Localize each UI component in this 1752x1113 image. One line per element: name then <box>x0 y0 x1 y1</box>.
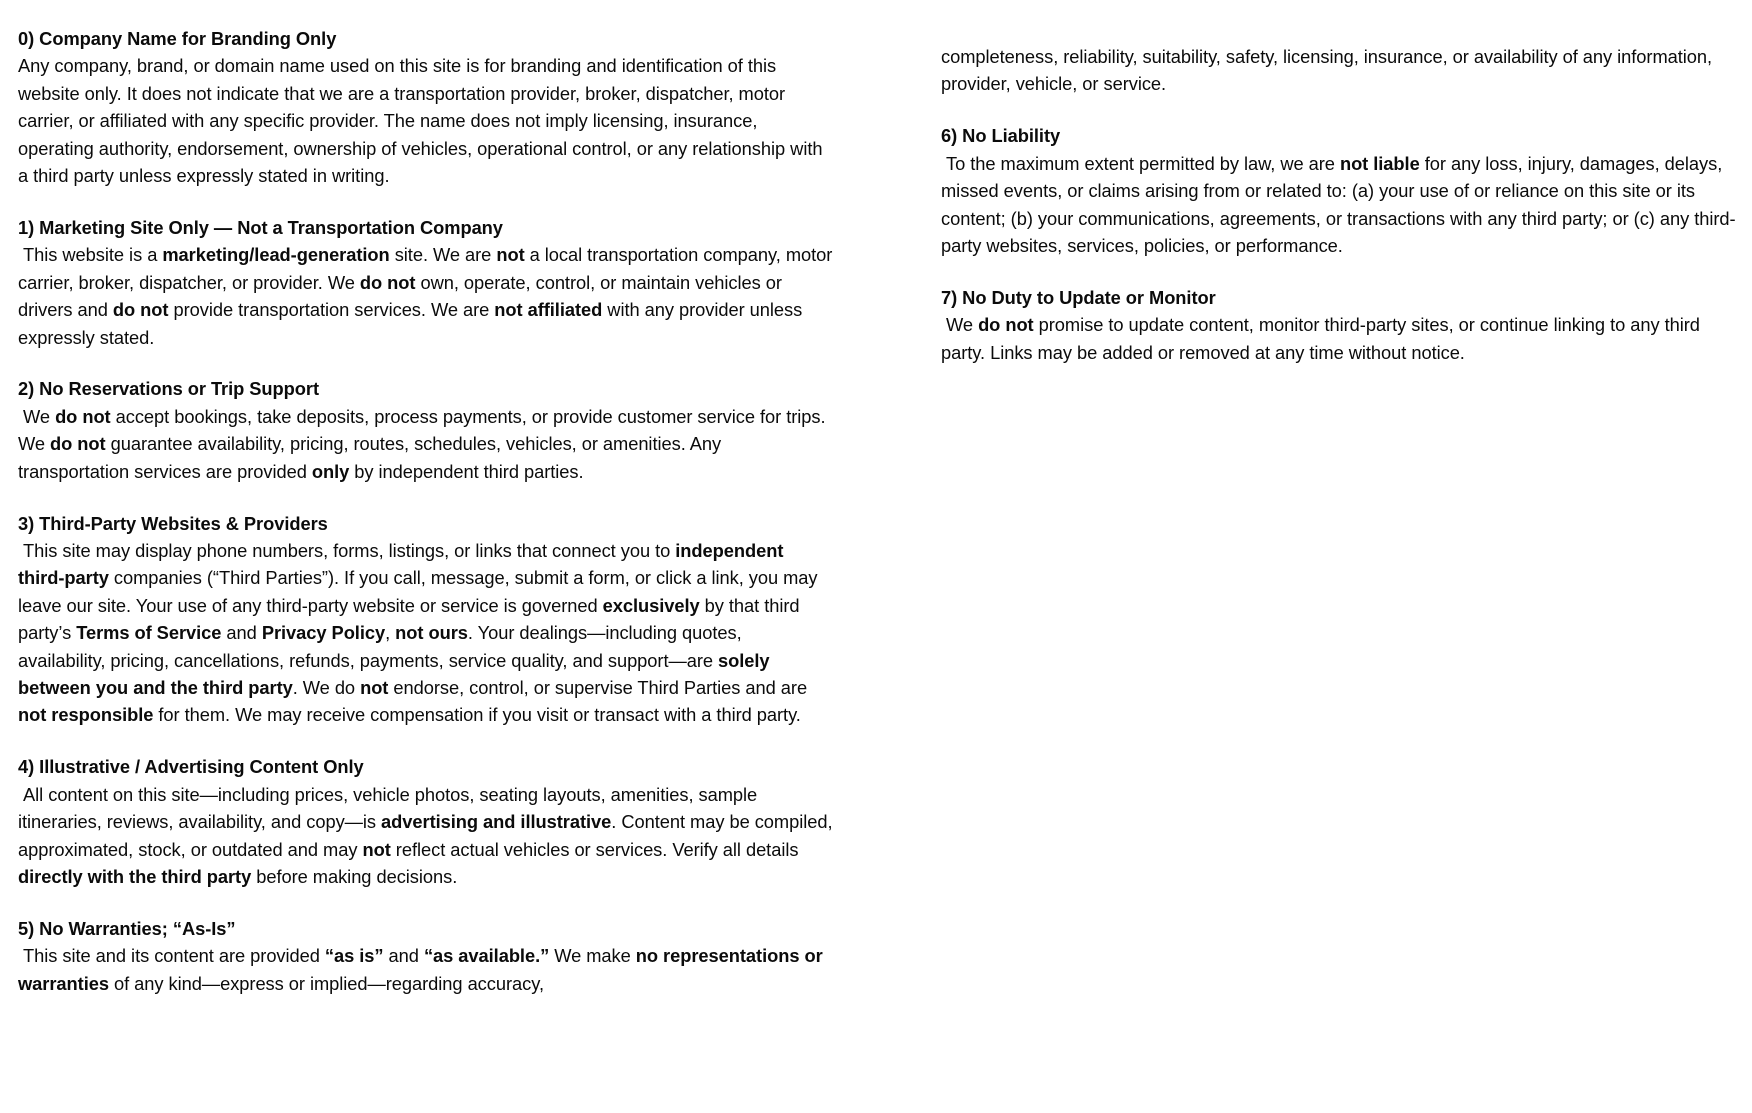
text-run: provide transportation services. We are <box>168 299 495 321</box>
section-heading: 3) Third-Party Websites & Providers <box>18 512 328 534</box>
bold-text-run: not <box>362 838 391 860</box>
section-paragraph <box>18 537 833 729</box>
section-paragraph <box>18 241 838 351</box>
bold-text-run: solely between you and the third party <box>18 649 775 699</box>
disclaimer-column-right <box>941 0 1741 366</box>
text-run: with any provider unless expressly stated. <box>18 299 808 348</box>
text-run: for them. We may receive compensation if you visit or transact with a third party. <box>153 704 801 726</box>
section-paragraph <box>18 942 833 997</box>
disclaimer-column-left <box>18 0 838 997</box>
bold-text-run: “as is” <box>324 945 384 967</box>
disclaimer-section <box>18 375 833 485</box>
section-paragraph <box>941 43 1741 98</box>
text-run: endorse, control, or supervise Third Parties and are <box>388 677 813 699</box>
disclaimer-section <box>941 43 1741 98</box>
bold-text-run: not <box>496 244 525 266</box>
disclaimer-section <box>18 753 838 890</box>
text-run: We <box>941 314 979 336</box>
text-run: by independent third parties. <box>349 460 584 482</box>
text-run: We <box>18 405 56 427</box>
bold-text-run: not liable <box>1339 152 1420 174</box>
disclaimer-section <box>18 25 833 189</box>
text-run: . We do <box>292 677 361 699</box>
bold-text-run: “as available.” <box>423 945 550 967</box>
bold-text-run: do not <box>55 405 111 427</box>
text-run: This site may display phone numbers, forms, listings, or links that connect you to <box>18 540 676 561</box>
bold-text-run: do not <box>359 271 416 293</box>
text-run: by that third party’s <box>18 594 805 644</box>
section-heading: 7) No Duty to Update or Monitor <box>941 286 1216 308</box>
bold-text-run: Terms of Service <box>76 622 222 644</box>
text-run: This website is a <box>18 244 163 266</box>
bold-text-run: independent third-party <box>18 540 789 589</box>
bold-text-run: not responsible <box>18 704 154 726</box>
bold-text-run: not <box>360 677 389 699</box>
text-run: promise to update content, monitor third-party sites, or continue linking to any third party. Links may be added or removed at any time without notice. <box>941 314 1705 363</box>
section-paragraph <box>941 150 1741 260</box>
section-heading: 2) No Reservations or Trip Support <box>18 378 320 400</box>
text-run: companies (“Third Parties”). If you call, message, submit a form, or click a link, you may leave our site. Your use of any third-party website or service is governed <box>18 567 823 616</box>
section-paragraph <box>941 311 1741 366</box>
section-paragraph <box>18 781 838 891</box>
text-run: and <box>383 945 424 967</box>
text-run: reflect actual vehicles or services. Verify all details <box>390 838 804 860</box>
disclaimer-section <box>18 214 838 351</box>
bold-text-run: not ours <box>395 622 468 644</box>
text-run: We make <box>549 945 636 967</box>
text-run: To the maximum extent permitted by law, we are <box>941 152 1340 174</box>
text-run: accept bookings, take deposits, process payments, or provide customer service for trips. We <box>18 405 831 455</box>
bold-text-run: do not <box>50 433 106 455</box>
text-run: and <box>221 622 262 644</box>
text-run: own, operate, control, or maintain vehicles or drivers and <box>18 271 787 321</box>
section-heading: 1) Marketing Site Only — Not a Transportation Company <box>18 216 503 238</box>
bold-text-run: directly with the third party <box>18 865 252 887</box>
bold-text-run: exclusively <box>602 594 700 616</box>
text-run: before making decisions. <box>251 865 458 887</box>
bold-text-run: do not <box>978 314 1034 336</box>
bold-text-run: no representations or warranties <box>18 945 828 994</box>
section-heading: 0) Company Name for Branding Only <box>18 28 337 49</box>
disclaimer-section <box>18 510 833 729</box>
text-run: . Content may be compiled, approximated, stock, or outdated and may <box>18 811 838 860</box>
bold-text-run: advertising and illustrative <box>381 811 612 833</box>
bold-text-run: Privacy Policy <box>261 622 386 644</box>
section-heading: 4) Illustrative / Advertising Content Only <box>18 756 364 778</box>
bold-text-run: only <box>311 460 350 482</box>
bold-text-run: marketing/lead-generation <box>162 244 390 266</box>
section-paragraph <box>18 52 833 189</box>
text-run: guarantee availability, pricing, routes, schedules, vehicles, or amenities. Any transportation services are provided <box>18 433 727 482</box>
text-run: a local transportation company, motor carrier, broker, dispatcher, or provider. We <box>18 244 838 293</box>
section-heading: 6) No Liability <box>941 125 1061 147</box>
bold-text-run: not affiliated <box>494 299 603 321</box>
disclaimer-section <box>18 915 833 997</box>
text-run: site. We are <box>389 244 497 266</box>
text-run: All content on this site—including prices, vehicle photos, seating layouts, amenities, sample itineraries, reviews, availability, and copy—is <box>18 783 763 833</box>
text-run: completeness, reliability, suitability, safety, licensing, insurance, or availability of any information, provider, vehicle, or service. <box>941 46 1718 95</box>
bold-text-run: do not <box>112 299 169 321</box>
section-paragraph <box>18 403 833 485</box>
text-run: of any kind—express or implied—regarding accuracy, <box>108 972 544 994</box>
text-run: for any loss, injury, damages, delays, missed events, or claims arising from or related to: (a) your use of or reliance on this site or its content; (b) your communications, agreements, or transactions with any third party; or (c) any third-party websites, services, policies, or performance. <box>941 152 1736 256</box>
disclaimer-section <box>941 284 1741 366</box>
section-heading: 5) No Warranties; “As-Is” <box>18 917 236 939</box>
text-run: This site and its content are provided <box>18 945 325 967</box>
text-run: , <box>385 622 396 644</box>
text-run: Any company, brand, or domain name used on this site is for branding and identification of this website only. It does not indicate that we are a transportation provider, broker, dispatcher, motor carrier, or affiliated with any specific provider. The name does not imply licensing, insurance, operating authority, endorsement, ownership of vehicles, operational control, or any relationship with a third party unless expressly stated in writing. <box>18 55 828 187</box>
text-run: . Your dealings—including quotes, availability, pricing, cancellations, refunds, payments, service quality, and support—are <box>18 622 747 671</box>
disclaimer-section <box>941 122 1741 259</box>
